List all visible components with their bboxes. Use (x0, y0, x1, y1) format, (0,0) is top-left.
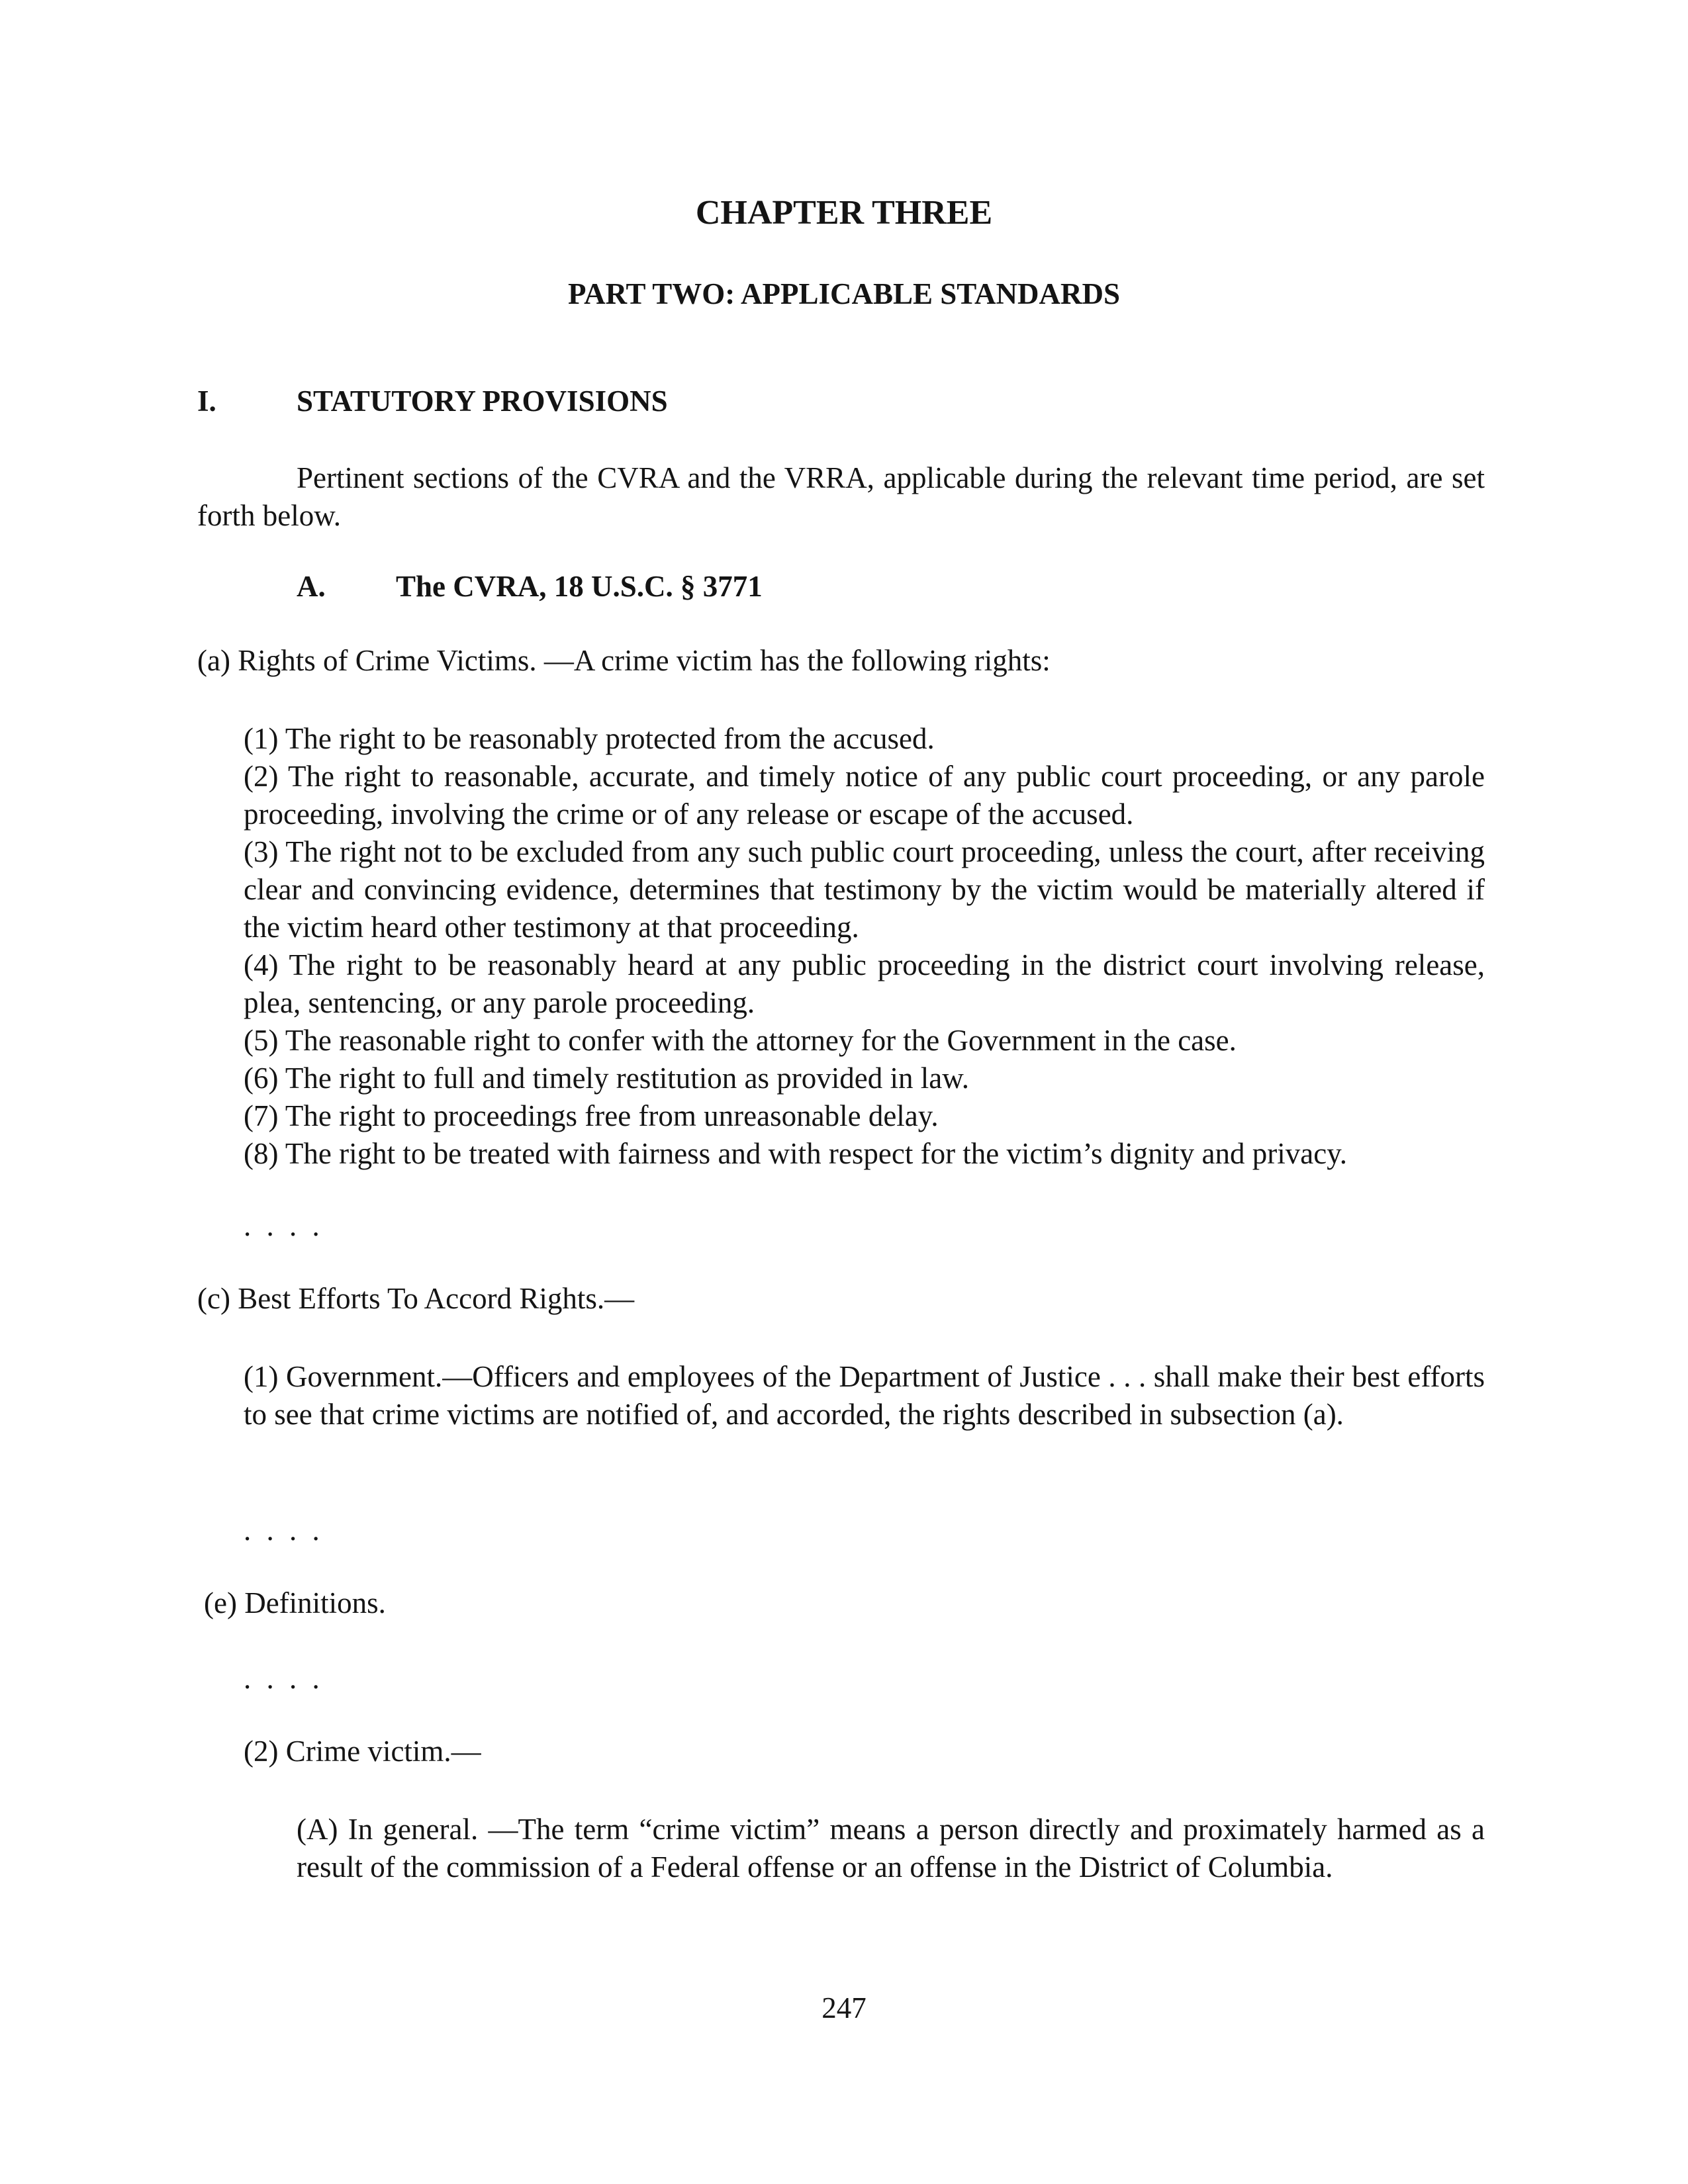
list-item: (4) The right to be reasonably heard at any public proceeding in the district court involving release, plea, sentencing, or any parole proceeding. (244, 948, 1485, 1019)
page-number: 247 (821, 1991, 867, 2025)
list-item: (3) The right not to be excluded from any such public court proceeding, unless the court, after receiving clear and convincing evidence, determines that testimony by the victim would be materially altered if the victim heard other testimony at that proceeding. (244, 835, 1485, 944)
list-item: (7) The right to proceedings free from unreasonable delay. (244, 1099, 939, 1132)
chapter-title: CHAPTER THREE (695, 194, 993, 232)
subsection-title: The CVRA, 18 U.S.C. § 3771 (396, 570, 763, 603)
section-title: STATUTORY PROVISIONS (297, 385, 668, 418)
section-number: I. (197, 385, 216, 418)
list-item: (1) The right to be reasonably protected from the accused. (244, 722, 935, 755)
paragraph-c1: (1) Government.—Officers and employees of the Department of Justice . . . shall make their best efforts to see that crime victims are notified of, and accorded, the rights described in subsection (a). (244, 1360, 1485, 1431)
ellipsis: . . . . (244, 1662, 324, 1695)
part-title: PART TWO: APPLICABLE STANDARDS (568, 277, 1120, 310)
list-item: (8) The right to be treated with fairness and with respect for the victim’s dignity and privacy. (244, 1137, 1348, 1170)
paragraph-c: (c) Best Efforts To Accord Rights.— (197, 1282, 635, 1315)
paragraph-e2: (2) Crime victim.— (244, 1735, 481, 1768)
subsection-letter: A. (297, 570, 326, 603)
paragraph-a: (a) Rights of Crime Victims. —A crime victim has the following rights: (197, 644, 1051, 677)
ellipsis: . . . . (244, 1209, 324, 1242)
list-item: (5) The reasonable right to confer with the attorney for the Government in the case. (244, 1024, 1237, 1057)
paragraph-e2a: (A) In general. —The term “crime victim” means a person directly and proximately harmed as a result of the commission of a Federal offense or an offense in the District of Columbia. (297, 1813, 1485, 1884)
paragraph-e: (e) Definitions. (204, 1586, 386, 1619)
rights-list (244, 720, 1485, 1173)
intro-paragraph: Pertinent sections of the CVRA and the VRRA, applicable during the relevant time period, are set forth below. (197, 461, 1485, 532)
ellipsis: . . . . (244, 1514, 324, 1547)
list-item: (2) The right to reasonable, accurate, and timely notice of any public court proceeding, or any parole proceeding, involving the crime or of any release or escape of the accused. (244, 760, 1485, 831)
list-item: (6) The right to full and timely restitution as provided in law. (244, 1062, 970, 1095)
